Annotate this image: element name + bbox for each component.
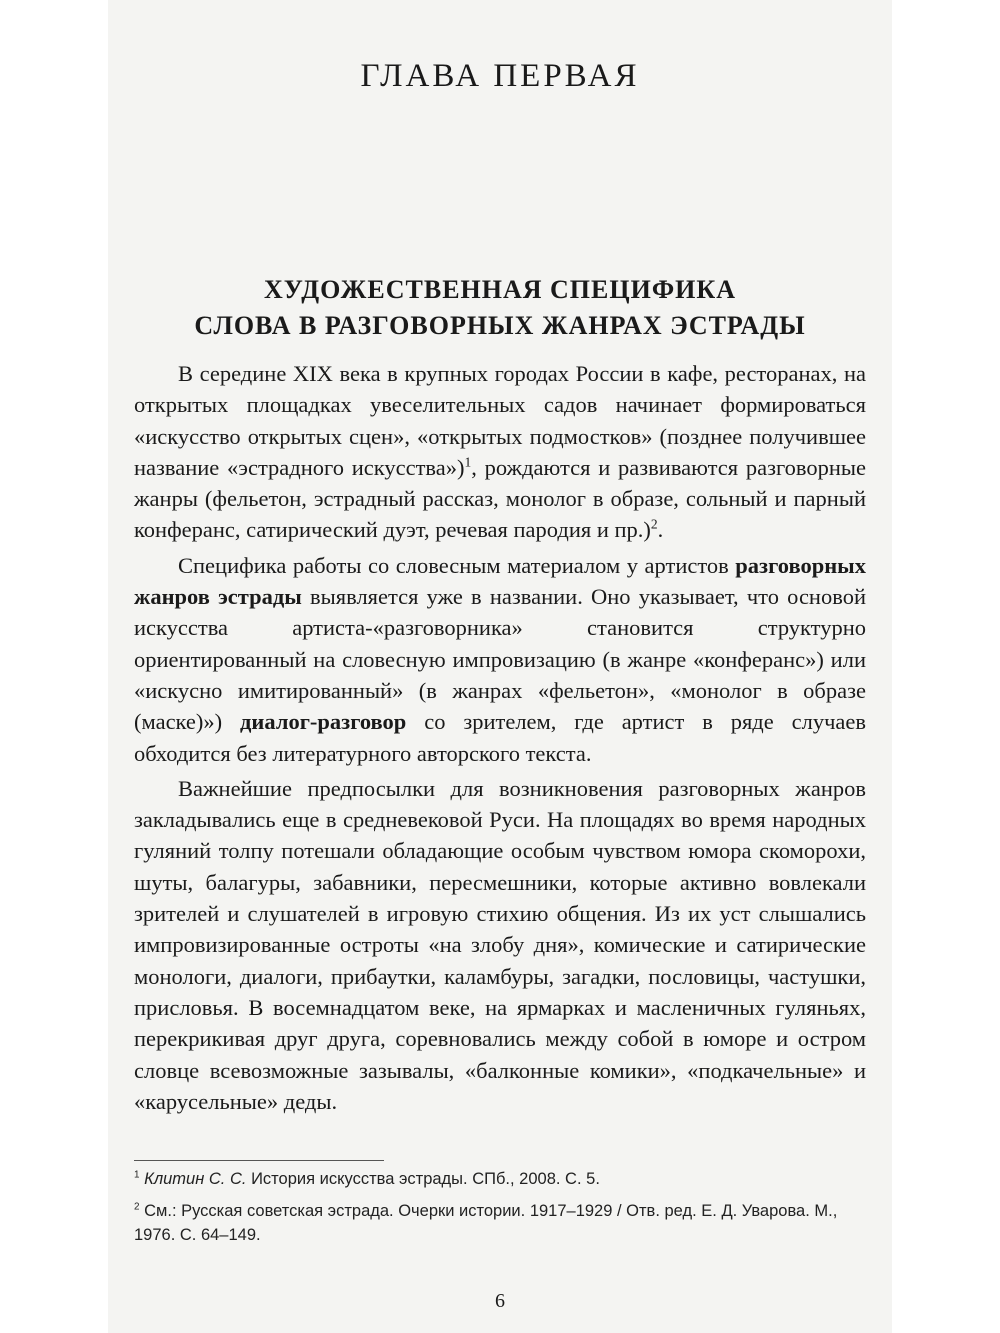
paragraph-text: В середине XIX века в крупных городах России в кафе, ресторанах, на открытых площадках увеселительных садов начинает формироваться «искусство открытых сцен», «открытых подмостков» (позднее получившее название «эстрадного искусства») (134, 361, 866, 480)
footnote (134, 1199, 874, 1247)
paragraph-text: со зрителем, где артист в ряде случаев обходится без литературного авторского текста. (134, 709, 866, 766)
bold-term: диалог-разговор (240, 709, 407, 735)
footnote (134, 1167, 874, 1191)
chapter-heading: ГЛАВА ПЕРВАЯ (360, 58, 640, 94)
book-page (108, 0, 892, 1333)
footnote-divider (134, 1160, 384, 1161)
page-number: 6 (495, 1290, 505, 1312)
body-text (134, 358, 866, 1121)
paragraph (134, 358, 866, 546)
footnote-ref: 2 (650, 516, 658, 532)
paragraph: Важнейшие предпосылки для возникновения разговорных жанров закладывались еще в средневековой Руси. На площадях во время народных гуляний толпу потешали обладающие особым чувством юмора скоморохи, шуты, балагуры, забавники, пересмешники, которые активно вовлекали зрителей и слушателей в игровую стихию общения. Из их уст слышались импровизированные остроты «на злобу дня», комические и сатирические монологи, диалоги, прибаутки, каламбуры, загадки, пословицы, частушки, присловья. В восемнадцатом веке, на ярмарках и масленичных гуляньях, перекрикивая друг друга, соревновались между собой в юморе и остром словце всевозможные зазывалы, «балконные комики», «подкачельные» и «карусельные» деды. (134, 775, 866, 1114)
bold-term: разговорных жанров эстрады (134, 552, 866, 610)
paragraph-text: Специфика работы со словесным материалом у артистов (178, 552, 736, 578)
section-title-line: СЛОВА В РАЗГОВОРНЫХ ЖАНРАХ ЭСТРАДЫ (194, 311, 806, 340)
paragraph-text: , рождаются и развиваются разговорные жанры (фельетон, эстрадный рассказ, монолог в образе, сольный и парный конферанс, сатирический дуэт, речевая пародия и пр.) (134, 454, 866, 543)
paragraph-text: выявляется уже в названии. Оно указывает, что основой искусства артиста-«разговорника» становится структурно ориентированный на словесную импровизацию (в жанре «конферанс») или «искусно имитированный» (в жанрах «фельетон», «монолог в образе (маске)») (134, 584, 866, 735)
section-title-line: ХУДОЖЕСТВЕННАЯ СПЕЦИФИКА (263, 275, 737, 304)
footnote-text: История искусства эстрады. СПб., 2008. С. 5. (246, 1170, 600, 1188)
paragraph-text: . (657, 517, 664, 543)
footnote-ref: 1 (464, 454, 472, 470)
footnote-number: 1 (134, 1169, 140, 1181)
footnote-number: 2 (134, 1201, 140, 1213)
paragraph (134, 550, 866, 769)
footnote-text: См.: Русская советская эстрада. Очерки истории. 1917–1929 / Отв. ред. Е. Д. Уварова. М., 1976. С. 64–149. (134, 1202, 838, 1244)
section-title (108, 272, 892, 344)
footnotes (134, 1167, 874, 1255)
footnote-author: Клитин С. С. (144, 1170, 247, 1188)
